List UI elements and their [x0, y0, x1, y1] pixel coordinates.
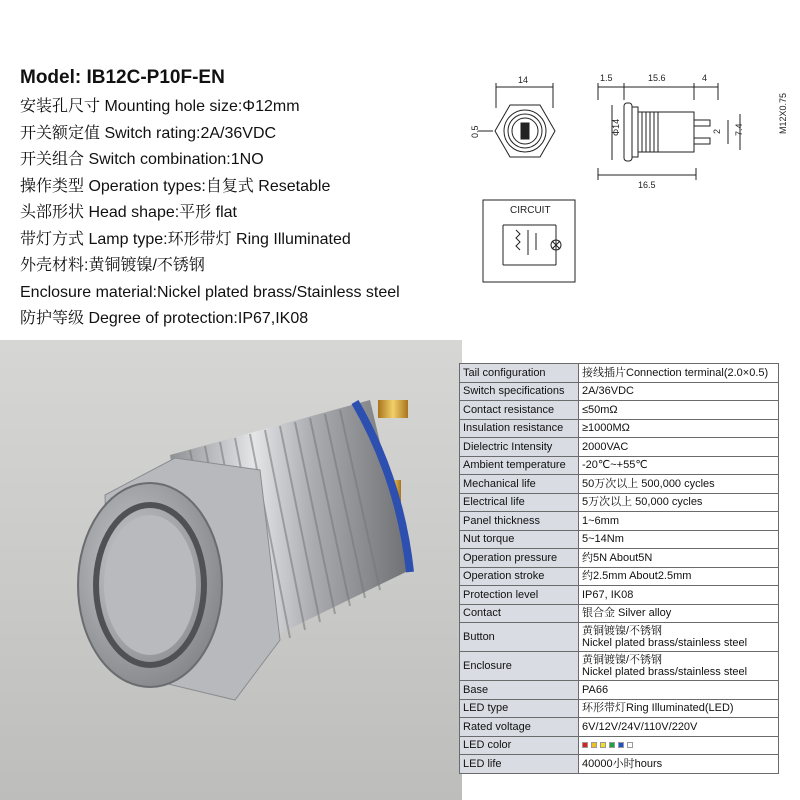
table-row — [460, 718, 779, 737]
row-key: Dielectric Intensity — [460, 438, 579, 457]
row-key: Switch specifications — [460, 382, 579, 401]
spec-line-head-shape: 头部形状 Head shape:平形 flat — [20, 204, 237, 221]
spec-line-switch-rating: 开关额定值 Switch rating:2A/36VDC — [20, 124, 277, 142]
row-key: Ambient temperature — [460, 456, 579, 475]
row-key: LED color — [460, 736, 579, 755]
row-value: 接线插片Connection terminal(2.0×0.5) — [579, 364, 779, 383]
row-key: Insulation resistance — [460, 419, 579, 438]
spec-table — [459, 363, 779, 774]
row-value: 环形带灯Ring Illuminated(LED) — [579, 699, 779, 718]
row-key: Mechanical life — [460, 475, 579, 494]
row-key: Base — [460, 681, 579, 700]
dim-front-width: 14 — [518, 75, 529, 85]
row-value: 50万次以上 500,000 cycles — [579, 475, 779, 494]
row-value-en: Nickel plated brass/stainless steel — [582, 637, 748, 649]
row-value: 2000VAC — [579, 438, 779, 457]
row-value: PA66 — [579, 681, 779, 700]
drawing-svg — [448, 50, 793, 340]
table-row — [460, 438, 779, 457]
led-color-swatches — [579, 736, 779, 755]
led-color-swatch — [618, 742, 624, 748]
dim-front-height: 0.5 — [470, 125, 480, 138]
row-value — [579, 652, 779, 681]
row-value: 6V/12V/24V/110V/220V — [579, 718, 779, 737]
spec-table-body — [460, 364, 779, 774]
spec-line-operation-type: 操作类型 Operation types:自复式 Resetable — [20, 177, 331, 195]
product-photo — [0, 340, 462, 800]
table-row — [460, 493, 779, 512]
table-row — [460, 623, 779, 652]
spec-line-enclosure-en: Enclosure material:Nickel plated brass/Stainless steel — [20, 283, 400, 301]
table-row — [460, 512, 779, 531]
row-key: Operation stroke — [460, 567, 579, 586]
row-value: -20℃~+55℃ — [579, 456, 779, 475]
dim-diameter: Φ14 — [611, 118, 621, 136]
spec-list — [20, 66, 450, 333]
row-value — [579, 623, 779, 652]
row-value: 约2.5mm About2.5mm — [579, 567, 779, 586]
table-row — [460, 382, 779, 401]
table-row — [460, 419, 779, 438]
row-key: Enclosure — [460, 652, 579, 681]
table-row — [460, 652, 779, 681]
table-row — [460, 681, 779, 700]
dim-total-length: 16.5 — [638, 180, 656, 190]
row-value: ≤50mΩ — [579, 401, 779, 420]
table-row — [460, 530, 779, 549]
led-color-swatch — [591, 742, 597, 748]
row-value: IP67, IK08 — [579, 586, 779, 605]
row-key: Contact — [460, 604, 579, 623]
dim-side-2: 15.6 — [648, 73, 666, 83]
table-row — [460, 699, 779, 718]
technical-drawing — [448, 50, 793, 340]
dim-side-3: 4 — [702, 73, 708, 83]
spec-line-switch-combination: 开关组合 Switch combination:1NO — [20, 151, 264, 168]
table-row — [460, 586, 779, 605]
row-key: Operation pressure — [460, 549, 579, 568]
row-value-cn: 黄铜镀镍/不锈钢 — [582, 654, 663, 666]
table-row — [460, 475, 779, 494]
row-value: 5~14Nm — [579, 530, 779, 549]
row-key: Rated voltage — [460, 718, 579, 737]
front-view — [478, 83, 555, 157]
switch-illustration — [0, 340, 462, 800]
row-value: 银合金 Silver alloy — [579, 604, 779, 623]
dim-side-1: 1.5 — [600, 73, 613, 83]
button-center — [104, 515, 196, 655]
table-row — [460, 364, 779, 383]
row-key: Tail configuration — [460, 364, 579, 383]
table-row — [460, 567, 779, 586]
dim-pin-1: 2 — [712, 128, 722, 134]
dim-thread: M12X0.75 — [778, 92, 788, 134]
row-value: 约5N About5N — [579, 549, 779, 568]
table-row — [460, 401, 779, 420]
row-key: Electrical life — [460, 493, 579, 512]
row-key: Nut torque — [460, 530, 579, 549]
circuit-label: CIRCUIT — [510, 205, 551, 216]
row-key: LED life — [460, 755, 579, 774]
terminal-pin-top — [378, 400, 408, 418]
row-key: Protection level — [460, 586, 579, 605]
row-value: 1~6mm — [579, 512, 779, 531]
table-row — [460, 736, 779, 755]
table-row — [460, 604, 779, 623]
table-row — [460, 549, 779, 568]
spec-line-mounting-hole: 安装孔尺寸 Mounting hole size:Φ12mm — [20, 98, 300, 115]
row-value-en: Nickel plated brass/stainless steel — [582, 666, 748, 678]
row-value: 40000小时hours — [579, 755, 779, 774]
row-value: 5万次以上 50,000 cycles — [579, 493, 779, 512]
table-row — [460, 456, 779, 475]
table-row — [460, 755, 779, 774]
led-color-swatch — [609, 742, 615, 748]
spec-line-lamp-type: 带灯方式 Lamp type:环形带灯 Ring Illuminated — [20, 230, 351, 248]
model-title: Model: IB12C-P10F-EN — [20, 67, 225, 88]
dim-pin-2: 7.4 — [734, 123, 744, 136]
spec-line-enclosure-cn: 外壳材料:黄铜镀镍/不锈钢 — [20, 257, 205, 274]
row-value: 2A/36VDC — [579, 382, 779, 401]
spec-line-protection: 防护等级 Degree of protection:IP67,IK08 — [20, 310, 309, 327]
row-key: Button — [460, 623, 579, 652]
led-color-swatch — [600, 742, 606, 748]
row-key: Contact resistance — [460, 401, 579, 420]
led-color-swatch — [627, 742, 633, 748]
row-value-cn: 黄铜镀镍/不锈钢 — [582, 625, 663, 637]
row-value: ≥1000MΩ — [579, 419, 779, 438]
row-key: LED type — [460, 699, 579, 718]
led-color-swatch — [582, 742, 588, 748]
row-key: Panel thickness — [460, 512, 579, 531]
